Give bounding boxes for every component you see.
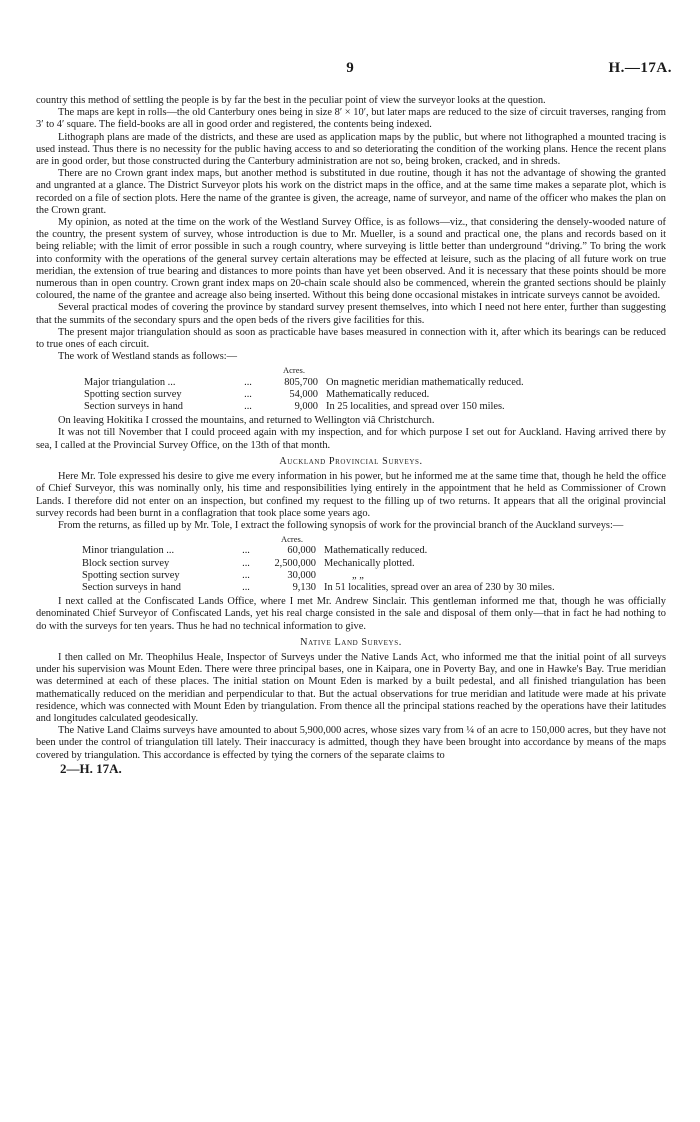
paragraph: I next called at the Confiscated Lands Office, where I met Mr. Andrew Sinclair. This gentleman informed me that, though he was officially denominated Chief Surveyor of Confiscated Lands, yet his real charge consisted in the sale and disposal of them only—that in fact he had nothing to do with the surveys for ten years. Thus he had no technical information to give. [36,596,666,632]
table-row [84,389,524,401]
acres-value: 805,700 [284,376,318,388]
paragraph: On leaving Hokitika I crossed the mountains, and returned to Wellington viâ Christchurch. [58,415,435,427]
row-label: Block section survey [82,557,170,569]
paragraph: I then called on Mr. Theophilus Heale, Inspector of Surveys under the Native Lands Act, who informed me that the initial point of all surveys under his supervision was Mount Eden. There were three principal bases, one in Kaipara, one in Poverty Bay, and one in Hawke's Bay. True meridian was determined at each of these places. The initial station on Mount Eden is marked by a built pedestal, and all finished triangulation has been mathematically reduced on the meridian and perpendicular to that. But the actual observations for true meridian and latitude were made at his private residence, which was connected with Mount Eden by triangulation. From thence all the principal stations reached by the operations have their latitudes and longitudes calculated geodesically. [36,651,666,724]
paragraph: The work of Westland stands as follows:— [58,351,238,363]
leader-dots: ... [242,581,250,593]
leader-dots: ... [242,569,250,581]
paragraph: The present major triangulation should as soon as practicable have bases measured in connection with it, after which its bearings can be reduced to true ones of each circuit. [36,326,666,351]
paragraph: Several practical modes of covering the province by standard survey present themselves, into which I need not here enter, further than suggesting that the summits of the secondary spurs and the open beds of the rivers give facilities for this. [36,302,666,326]
row-note: Mechanically plotted. [324,557,415,569]
document-reference: H.—17A. [608,60,672,76]
leader-dots: ... [244,376,252,388]
row-label: Section surveys in hand [84,401,183,413]
row-label: Spotting section survey [84,388,182,400]
page-number: 9 [346,60,354,76]
paragraph: It was not till November that I could proceed again with my inspection, and for which purpose I set out for Auckland. Having arrived there by sea, I called at the Provincial Survey Office, on the 13th of that month. [36,427,666,451]
row-note: On magnetic meridian mathematically reduced. [326,376,524,388]
paragraph: The Native Land Claims surveys have amounted to about 5,900,000 acres, whose sizes vary from ¼ of an acre to 150,000 acres, but they have not been under the control of triangulation till lately. Their inaccuracy is admitted, though they have been brought into accordance by means of the maps covered by triangulation. This accordance is effected by tying the corners of the separate claims to [36,725,666,761]
row-label: Spotting section survey [82,569,180,581]
paragraph: From the returns, as filled up by Mr. Tole, I extract the following synopsis of work for the provincial branch of the Auckland surveys:— [58,519,624,531]
acres-value: 54,000 [289,388,318,400]
table-row [84,377,524,389]
section-heading: Auckland Provincial Surveys. [279,455,423,467]
table-row [84,401,524,413]
document-body [36,95,666,775]
westland-work-table [84,364,524,413]
row-note: In 25 localities, and spread over 150 miles. [326,401,505,413]
paragraph: country this method of settling the people is by far the best in the peculiar point of view the surveyor looks at the question. [36,95,546,106]
paragraph: Here Mr. Tole expressed his desire to give me every information in his power, but he informed me at the same time that, though he held the office of Chief Surveyor, this was nominally only, his time and responsibilities lying entirely in the appointment that he held as Commissioner of Crown Lands. I therefore did not enter on an inspection, but confined my request to the filling up of two returns. It appears that all the original provincial survey records had been burnt in a conflagration that took place some years ago. [36,471,666,519]
paragraph: The maps are kept in rolls—the old Canterbury ones being in size 8′ × 10′, but later maps are reduced to the size of circuit traverses, ranging from 3′ to 4′ square. The field-books are all in good order and registered, the contents being indexed. [36,107,666,131]
leader-dots: ... [244,401,252,413]
row-note: In 51 localities, spread over an area of 230 by 30 miles. [324,581,555,593]
acres-value: 2,500,000 [274,557,316,569]
table-row [82,570,622,582]
leader-dots: ... [242,557,250,569]
acres-column-header: Acres. [283,365,305,376]
row-label: Minor triangulation ... [82,545,175,557]
auckland-work-table [82,533,622,594]
acres-value: 9,000 [294,401,318,413]
row-note: „ „ [352,569,364,581]
table-row [82,582,622,594]
footer-reference: 2—H. 17A. [60,760,122,776]
leader-dots: ... [244,388,252,400]
row-note: Mathematically reduced. [324,545,428,557]
paragraph: My opinion, as noted at the time on the work of the Westland Survey Office, is as follows—viz., that considering the densely-wooded nature of the country, the present system of survey, whose introduction is due to Mr. Mueller, is a sound and practical one, the plans and records based on it being reliable; with the limit of error possible in such a rough country, where surveying is little better than underground “driving.” To bring the work into conformity with the operations of the general survey certain alterations may be effected at leisure, such as the placing of all future work on true meridian, the extension of true bearing and distances to more points than have yet been observed. And it is necessary that these points should be more numerous than in open country. Crown grant index maps on 20-chain scale should also be commenced, wherein the granted sections should be plainly coloured, the name of the grantee and acreage also being inserted. Without this being done occasional mistakes in intricate surveys cannot be avoided. [36,217,666,302]
acres-value: 9,130 [292,581,316,593]
section-heading: Native Land Surveys. [300,636,402,648]
acres-value: 60,000 [287,545,316,557]
acres-value: 30,000 [287,569,316,581]
leader-dots: ... [242,545,250,557]
paragraph: Lithograph plans are made of the districts, and these are used as application maps by the public, but where not lithographed a mounted tracing is used instead. Thus there is no necessity for the public having access to and so deteriorating the condition of the working plans. Hence the recent plans are in good order, but those constructed during the Canterbury administration are not so, being broken, cracked, and in shreds. [36,131,666,168]
row-label: Section surveys in hand [82,581,181,593]
row-label: Major triangulation ... [84,376,176,388]
table-row [82,558,622,570]
row-note: Mathematically reduced. [326,388,430,400]
paragraph: There are no Crown grant index maps, but another method is substituted in due routine, though it has not the advantage of showing the granted and ungranted at a glance. The District Surveyor plots his work on the district maps in the office, and at the same time makes a separate plot, which is recorded on a file of section plots. Here the name of the grantee is given, the acreage, name of surveyor, and name of the officer who makes the plan on the Crown grant. [36,168,666,216]
table-row [82,545,622,557]
acres-column-header: Acres. [281,534,303,545]
